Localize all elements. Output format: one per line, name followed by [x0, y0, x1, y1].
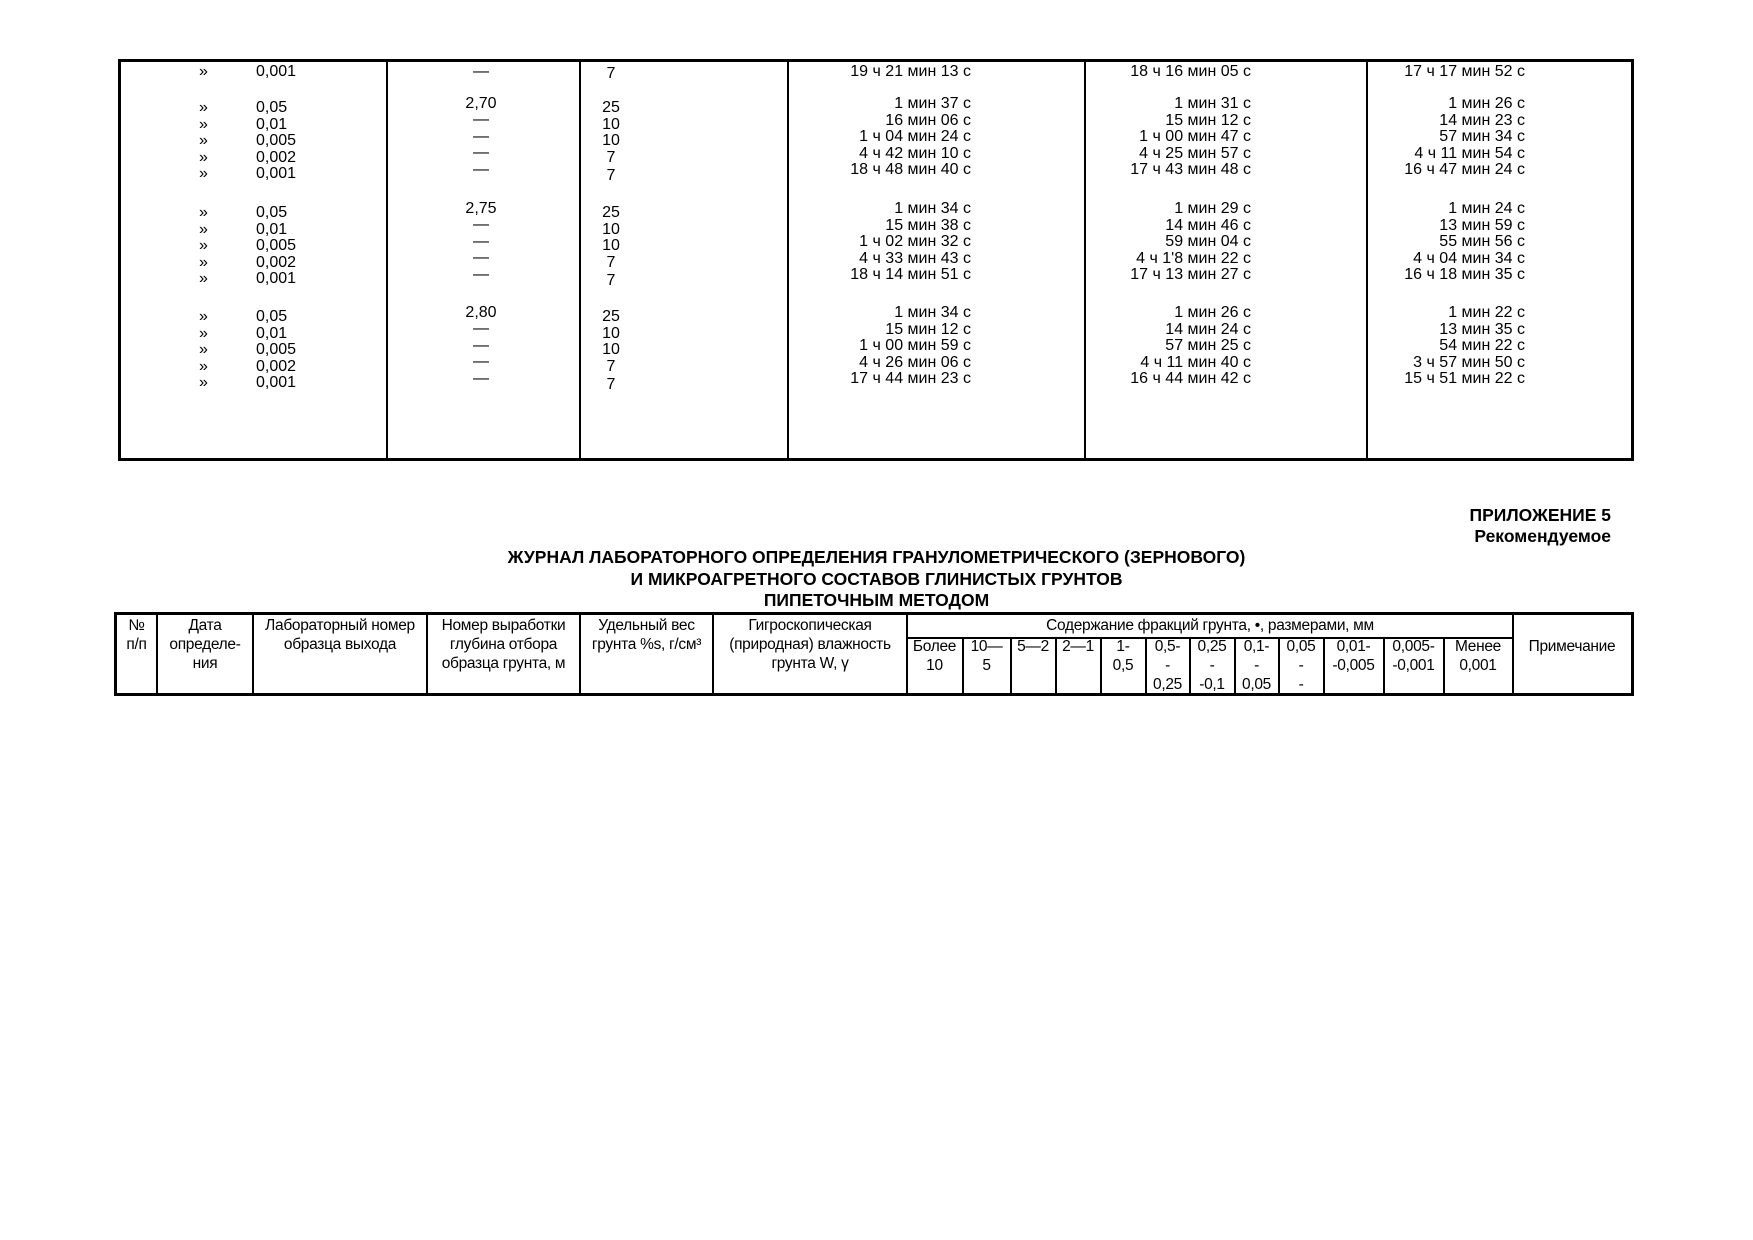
fraction-column-header: 1- 0,5	[1112, 638, 1134, 674]
settling-time-3: 16 ч 18 мин 35 с	[1404, 266, 1525, 284]
settling-time-2: 4 ч 25 мин 57 с	[1139, 144, 1251, 162]
appendix-header	[1470, 505, 1611, 547]
settling-time-3: 55 мин 56 с	[1439, 233, 1525, 251]
ditto-mark: »	[199, 253, 208, 271]
density-value: —	[473, 249, 489, 267]
particle-diameter: 0,002	[256, 148, 297, 166]
ditto-mark: »	[199, 99, 208, 116]
density-value: —	[473, 336, 489, 354]
fraction-column-header: 2—1	[1062, 638, 1094, 655]
particle-diameter: 0,01	[256, 115, 288, 133]
settling-time-3: 17 ч 17 мин 52 с	[1404, 63, 1525, 80]
particle-diameter: 0,005	[256, 132, 297, 150]
header-fractions: Содержание фракций грунта, •, размерами, мм	[1046, 617, 1374, 634]
settling-time-2: 17 ч 13 мин 27 с	[1130, 266, 1251, 284]
settling-time-3: 1 мин 22 с	[1448, 304, 1525, 321]
fraction-column-header: 0,05 - -	[1286, 638, 1316, 693]
ditto-mark: »	[199, 357, 208, 375]
sampling-depth: 10	[602, 132, 620, 150]
sampling-depth: 7	[606, 272, 616, 290]
particle-diameter: 0,01	[256, 220, 288, 238]
particle-diameter: 0,005	[256, 237, 297, 255]
ditto-mark: »	[199, 115, 208, 133]
settling-time-3: 14 мин 23 с	[1439, 111, 1525, 129]
sampling-depth: 10	[602, 220, 620, 238]
particle-diameter: 0,05	[256, 308, 288, 325]
settling-time-2: 14 мин 46 с	[1165, 216, 1251, 234]
settling-time-1: 1 ч 00 мин 59 с	[859, 337, 971, 355]
sampling-depth: 7	[606, 148, 616, 166]
sampling-depth: 10	[602, 237, 620, 255]
ditto-mark: »	[199, 165, 208, 183]
header-note: Примечание	[1528, 638, 1616, 655]
density-value: 2,75	[465, 200, 497, 217]
density-value: —	[473, 63, 489, 80]
settling-time-2: 4 ч 11 мин 40 с	[1140, 353, 1251, 371]
ditto-mark: »	[199, 308, 208, 325]
header-num: № п/п	[126, 617, 147, 653]
settling-time-3: 1 мин 24 с	[1448, 200, 1525, 217]
density-value: —	[473, 144, 489, 162]
settling-time-2: 1 мин 31 с	[1174, 95, 1251, 112]
particle-diameter: 0,001	[256, 374, 297, 392]
sampling-depth: 7	[606, 357, 616, 375]
settling-time-3: 15 ч 51 мин 22 с	[1404, 370, 1525, 388]
ditto-mark: »	[199, 341, 208, 359]
fraction-column-header: Менее 0,001	[1454, 638, 1501, 674]
settling-time-2: 57 мин 25 с	[1165, 337, 1251, 355]
sampling-depth: 7	[606, 253, 616, 271]
sampling-depth: 10	[602, 341, 620, 359]
fraction-column-header: Более 10	[912, 638, 957, 674]
ditto-mark: »	[199, 220, 208, 238]
particle-diameter: 0,05	[256, 204, 288, 221]
settling-time-3: 13 мин 59 с	[1439, 216, 1525, 234]
settling-time-1: 1 мин 34 с	[894, 200, 971, 217]
particle-diameter: 0,001	[256, 63, 297, 80]
settling-time-1: 4 ч 33 мин 43 с	[859, 249, 971, 267]
settling-time-1: 16 мин 06 с	[885, 111, 971, 129]
journal-table	[114, 612, 1634, 696]
fraction-column-header: 10— 5	[970, 638, 1003, 674]
journal-title-line: ПИПЕТОЧНЫМ МЕТОДОМ	[763, 590, 990, 610]
sampling-depth: 25	[602, 99, 620, 116]
particle-diameter: 0,005	[256, 341, 297, 359]
density-value: 2,80	[465, 304, 497, 321]
fraction-column-header: 0,01- -0,005	[1332, 638, 1375, 674]
settling-time-3: 3 ч 57 мин 50 с	[1413, 353, 1525, 371]
settling-time-1: 18 ч 48 мин 40 с	[850, 161, 971, 179]
fraction-column-header: 0,5- - 0,25	[1153, 638, 1182, 693]
particle-diameter: 0,001	[256, 270, 297, 288]
settling-time-1: 15 мин 12 с	[885, 320, 971, 338]
settling-time-2: 1 ч 00 мин 47 с	[1139, 128, 1251, 146]
settling-time-2: 4 ч 1'8 мин 22 с	[1136, 249, 1251, 267]
density-value: 2,70	[465, 95, 497, 112]
sampling-depth: 25	[602, 308, 620, 325]
density-value: —	[473, 232, 489, 250]
sampling-depth: 7	[606, 167, 616, 185]
density-value: —	[473, 160, 489, 178]
settling-time-3: 13 мин 35 с	[1439, 320, 1525, 338]
ditto-mark: »	[199, 237, 208, 255]
sedimentation-time-table	[118, 59, 1634, 461]
settling-time-2: 18 ч 16 мин 05 с	[1130, 63, 1251, 80]
ditto-mark: »	[199, 204, 208, 221]
density-value: —	[473, 216, 489, 233]
settling-time-1: 4 ч 42 мин 10 с	[859, 144, 971, 162]
header-moisture: Гигроскопическая (природная) влажность грунта W, γ	[729, 617, 891, 672]
settling-time-1: 1 ч 02 мин 32 с	[859, 233, 971, 251]
header-lab-number: Лабораторный номер образца выхода	[265, 617, 415, 653]
ditto-mark: »	[199, 324, 208, 342]
appendix-label: ПРИЛОЖЕНИЕ 5	[1469, 505, 1611, 525]
settling-time-1: 17 ч 44 мин 23 с	[850, 370, 971, 388]
sampling-depth: 10	[602, 324, 620, 342]
settling-time-1: 19 ч 21 мин 13 с	[850, 63, 971, 80]
particle-diameter: 0,002	[256, 357, 297, 375]
density-value: —	[473, 127, 489, 145]
fraction-column-header: 5—2	[1017, 638, 1049, 655]
settling-time-3: 54 мин 22 с	[1439, 337, 1525, 355]
settling-time-2: 1 мин 26 с	[1174, 304, 1251, 321]
sampling-depth: 25	[602, 204, 620, 221]
density-value: —	[473, 265, 489, 283]
fraction-column-header: 0,005- -0,001	[1392, 638, 1435, 674]
particle-diameter: 0,01	[256, 324, 288, 342]
settling-time-3: 1 мин 26 с	[1448, 95, 1525, 112]
settling-time-3: 16 ч 47 мин 24 с	[1404, 161, 1525, 179]
journal-title	[0, 547, 1753, 612]
sampling-depth: 7	[606, 65, 616, 82]
settling-time-3: 4 ч 11 мин 54 с	[1414, 144, 1525, 162]
settling-time-2: 59 мин 04 с	[1165, 233, 1251, 251]
settling-time-1: 1 ч 04 мин 24 с	[859, 128, 971, 146]
header-date: Дата определе- ния	[169, 617, 241, 672]
settling-time-2: 16 ч 44 мин 42 с	[1130, 370, 1251, 388]
journal-title-line: ЖУРНАЛ ЛАБОРАТОРНОГО ОПРЕДЕЛЕНИЯ ГРАНУЛОМЕТРИЧЕСКОГО (ЗЕРНОВОГО)	[507, 547, 1246, 567]
sampling-depth: 7	[606, 376, 616, 394]
fraction-column-header: 0,1- - 0,05	[1242, 638, 1271, 693]
settling-time-1: 4 ч 26 мин 06 с	[859, 353, 971, 371]
density-value: —	[473, 320, 489, 337]
column-divider	[386, 62, 388, 458]
header-specific-weight: Удельный вес грунта %s, г/см³	[591, 617, 702, 653]
particle-diameter: 0,002	[256, 253, 297, 271]
journal-title-line: И МИКРОАГРЕТНОГО СОСТАВОВ ГЛИНИСТЫХ ГРУНТОВ	[630, 568, 1123, 589]
settling-time-1: 1 мин 34 с	[894, 304, 971, 321]
settling-time-3: 4 ч 04 мин 34 с	[1413, 249, 1525, 267]
ditto-mark: »	[199, 270, 208, 288]
settling-time-2: 17 ч 43 мин 48 с	[1130, 161, 1251, 179]
ditto-mark: »	[199, 148, 208, 166]
density-value: —	[473, 111, 489, 128]
fraction-column-header: 0,25 - -0,1	[1197, 638, 1227, 693]
settling-time-1: 1 мин 37 с	[894, 95, 971, 112]
ditto-mark: »	[199, 132, 208, 150]
settling-time-2: 14 мин 24 с	[1165, 320, 1251, 338]
settling-time-3: 57 мин 34 с	[1439, 128, 1525, 146]
density-value: —	[473, 353, 489, 371]
ditto-mark: »	[199, 374, 208, 392]
settling-time-2: 15 мин 12 с	[1165, 111, 1251, 129]
settling-time-1: 15 мин 38 с	[885, 216, 971, 234]
density-value: —	[473, 369, 489, 387]
settling-time-2: 1 мин 29 с	[1174, 200, 1251, 217]
settling-time-1: 18 ч 14 мин 51 с	[850, 266, 971, 284]
particle-diameter: 0,001	[256, 165, 297, 183]
particle-diameter: 0,05	[256, 99, 288, 116]
ditto-mark: »	[199, 63, 208, 80]
sampling-depth: 10	[602, 115, 620, 133]
header-working-number: Номер выработки глубина отбора образца грунта, м	[441, 617, 566, 672]
appendix-status: Рекомендуемое	[1474, 526, 1611, 546]
